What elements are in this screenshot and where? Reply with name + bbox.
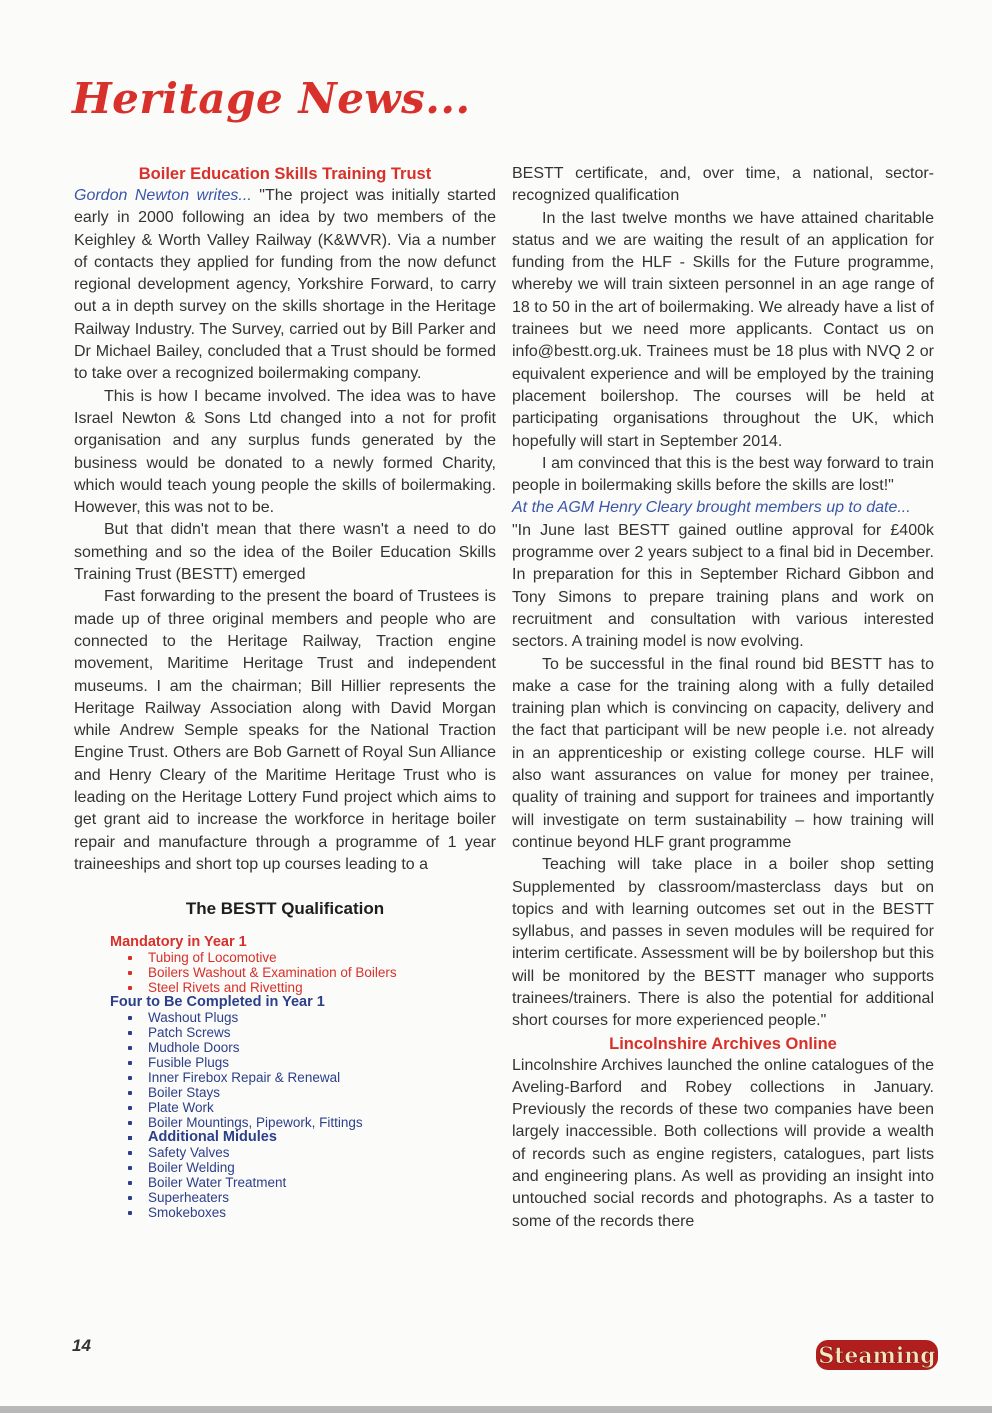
article-paragraph: Teaching will take place in a boiler shop setting Supplemented by classroom/masterclass days but on topics and with learning outcomes set out in the BESTT syllabus, and passes in seven modules will be required for interim certificate. Assessment will be by boilershop but this will be monitored by the BESTT manager who supports trainees/trainers. There is also the potential for additional short courses for more experienced people." — [512, 856, 934, 1030]
article-paragraph: Fast forwarding to the present the board of Trustees is made up of three original members and people who are connected to the Heritage Railway, Traction engine movement, Maritime Heritage Trust and independent museums. I am the chairman; Bill Hillier represents the Heritage Railway Association along with David Morgan while Andrew Semple speaks for the National Traction Engine Trust. Others are Bob Garnett of Royal Sun Alliance and Henry Cleary of the Maritime Heritage Trust who is leading on the Heritage Lottery Fund project which aims to get grant aid to increase the workforce in heritage boiler repair and manufacture through a programme of 1 year traineeships and short top up courses leading to a — [74, 588, 496, 873]
section-heading-lincolnshire: Lincolnshire Archives Online — [609, 1034, 837, 1053]
article-paragraph: "In June last BESTT gained outline approval for £400k programme over 2 years subject to a final bid in December. In preparation for this in September Richard Gibbon and Tony Simons to prepare training plans and work on recruitment and consultation with various interested sectors. A training model is now evolving. — [512, 521, 934, 651]
list-item: Tubing of Locomotive — [124, 950, 496, 965]
list-item: Boilers Washout & Examination of Boilers — [124, 965, 496, 980]
list-item: Steel Rivets and Rivetting — [124, 980, 496, 995]
qualification-title: The BESTT Qualification — [185, 899, 385, 919]
steaming-logo — [814, 1336, 940, 1374]
left-column — [74, 163, 496, 1220]
list-item: Safety Valves — [124, 1145, 496, 1160]
article-paragraph: I am convinced that this is the best way forward to train people in boilermaking skills before the skills are lost!" — [512, 454, 934, 495]
list-item: Washout Plugs — [124, 1010, 496, 1025]
bottom-rule — [0, 1406, 992, 1413]
mandatory-list — [110, 935, 496, 995]
list-item: Boiler Welding — [124, 1160, 496, 1175]
page-number: 14 — [72, 1336, 91, 1355]
paragraph-text: "The project was initially started early in 2000 following an idea by two members of the Keighley & Worth Valley Railway (K&WVR). Via a number of contacts they applied for funding from the now defunct regional development agency, Yorkshire Forward, to carry out a in depth survey on the skills shortage in the Heritage Railway Industry. The Survey, carried out by Bill Parker and Dr Michael Bailey, concluded that a Trust should be formed to take over a recognized boilermaking company. — [74, 187, 496, 383]
page-title: Heritage News... — [72, 74, 471, 123]
article-paragraph: BESTT certificate, and, over time, a national, sector-recognized qualification — [512, 165, 934, 205]
agm-byline: At the AGM Henry Cleary brought members up to date... — [512, 499, 911, 517]
list-item: Mudhole Doors — [124, 1040, 496, 1055]
additional-list — [110, 1130, 496, 1220]
list-item: Smokeboxes — [124, 1205, 496, 1220]
list-item: Fusible Plugs — [124, 1055, 496, 1070]
list-item: Patch Screws — [124, 1025, 496, 1040]
list-item: Inner Firebox Repair & Renewal — [124, 1070, 496, 1085]
logo-text: Steaming — [818, 1343, 936, 1369]
section-heading-bestt: Boiler Education Skills Training Trust — [138, 165, 432, 183]
additional-heading: Additional Midules — [124, 1130, 496, 1145]
list-item: Boiler Stays — [124, 1085, 496, 1100]
article-paragraph: To be successful in the final round bid BESTT has to make a case for the training along with a fully detailed training plan which is convincing on capacity, delivery and the fact that participant will be new people i.e. not already in an apprenticeship or existing college course. HLF will also want assurances on value for money per trainee, quality of training and support for trainees and importantly will investigate on term sustainability – how training will continue beyond HLF grant programme — [512, 655, 934, 851]
article-paragraph: This is how I became involved. The idea was to have Israel Newton & Sons Ltd changed into a not for profit organisation and any surplus funds generated by the business would be donated to a newly formed Charity, which would teach young people the skills of boilermaking. However, this was not to be. — [74, 387, 496, 517]
article-paragraph: In the last twelve months we have attained charitable status and we are waiting the result of an application for funding from the HLF - Skills for the Future programme, whereby we will train sixteen personnel in an age range of 18 to 50 in the art of boilermaking. We already have a list of trainees but we need more applicants. Contact us on info@bestt.org.uk. Trainees must be 18 plus with NVQ 2 or equivalent experience and will be employed by the training placement boilershop. The courses will be held at participating organisations throughout the UK, which hopefully will start in September 2014. — [512, 209, 934, 450]
list-item: Boiler Water Treatment — [124, 1175, 496, 1190]
list-item: Boiler Mountings, Pipework, Fittings — [124, 1115, 496, 1130]
mandatory-heading: Mandatory in Year 1 — [110, 933, 247, 950]
list-item: Plate Work — [124, 1100, 496, 1115]
article-paragraph — [74, 185, 496, 386]
list-item: Superheaters — [124, 1190, 496, 1205]
article-paragraph: But that didn't mean that there wasn't a need to do something and so the idea of the Boiler Education Skills Training Trust (BESTT) emerged — [74, 521, 496, 584]
article-paragraph: Lincolnshire Archives launched the online catalogues of the Aveling-Barford and Robey collections in January. Previously the records of these two companies have been largely inaccessible. Both collections will provide a wealth of records such as engine registers, catalogues, part lists and engineering plans. As well as providing an insight into untouched social records and photographs. As a taster to some of the records there — [512, 1056, 934, 1230]
year1-heading: Four to Be Completed in Year 1 — [110, 993, 325, 1010]
year1-list — [110, 995, 496, 1130]
right-column — [512, 163, 934, 1233]
byline: Gordon Newton writes... — [74, 187, 252, 204]
